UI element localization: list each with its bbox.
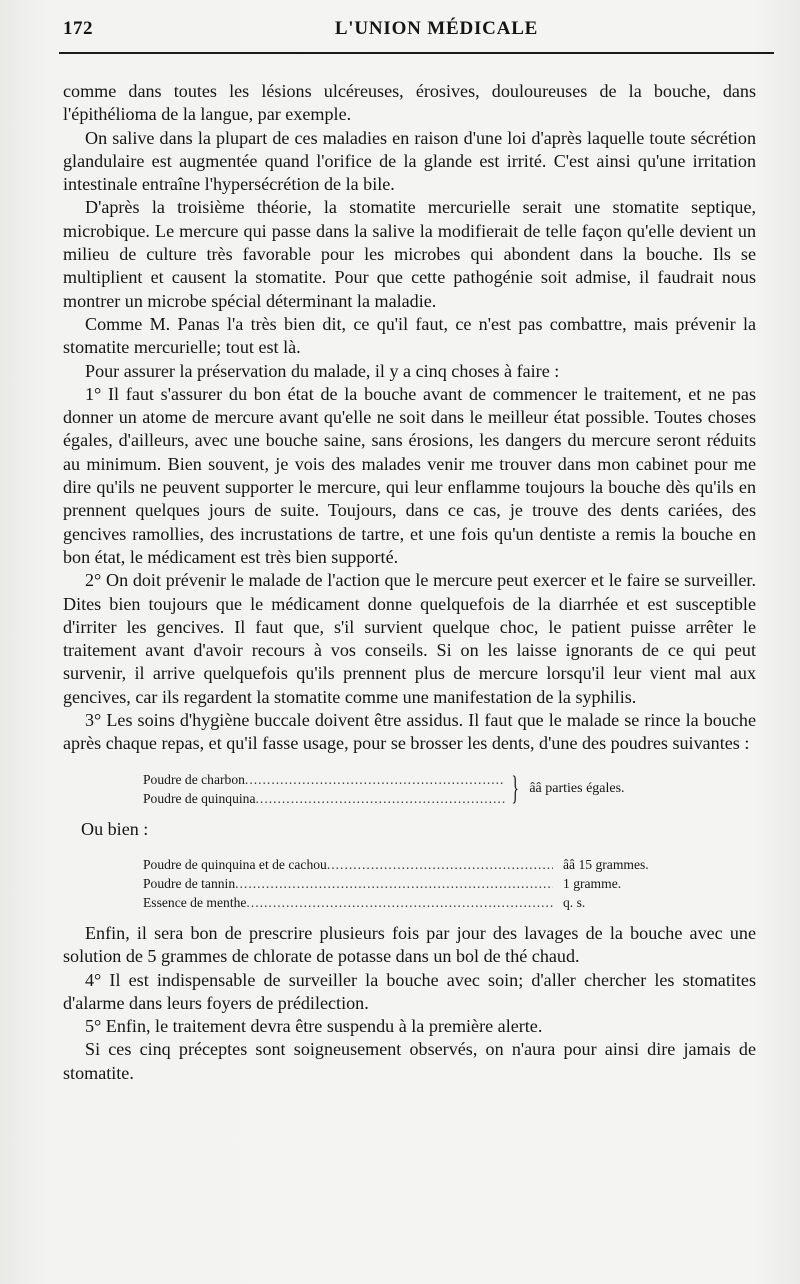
paragraph: 2° On doit prévenir le malade de l'action que le mercure peut exercer et le faire se surveiller. Dites bien toujours que le médicament donne quelquefois de la diarrhée et est susceptible d'irriter les gencives. Il faut que, s'il survient quelque choc, le patient puisse arrêter le traitement avant d'avoir recours à vos conseils. Si on les laisse ignorants de ce qui peut survenir, il arrive quelquefois qu'ils prennent plus de mercure lorsqu'il leur vient mal aux gencives, car ils regardent la stomatite comme une manifestation de la syphilis. (63, 570, 756, 707)
recipe-proportion: ââ parties égales. (529, 781, 625, 797)
article-body (63, 80, 756, 1085)
recipe-powder-2 (143, 855, 683, 912)
recipe-powder-1 (143, 770, 756, 808)
brace-symbol: } (511, 769, 519, 807)
recipe-item: Poudre de quinquina et de cachou ..... ââ 15 grammes. (143, 855, 683, 874)
recipe-item: Poudre de charbon ..... (143, 770, 505, 789)
paragraphs-before (63, 80, 756, 756)
running-head: L'UNION MÉDICALE (334, 18, 539, 39)
recipe-item: Poudre de tannin ..... 1 gramme. (143, 874, 683, 893)
paragraph: Enfin, il sera bon de prescrire plusieurs fois par jour des lavages de la bouche avec une solution de 5 grammes de chlorate de potasse dans un bol de thé chaud. (63, 922, 756, 967)
ou-bien-label: Ou bien : (81, 818, 149, 839)
paragraph: 4° Il est indispensable de surveiller la bouche avec soin; d'aller chercher les stomatites d'alarme dans leurs foyers de prédilection. (63, 969, 756, 1013)
paragraph: Comme M. Panas l'a très bien dit, ce qu'il faut, ce n'est pas combattre, mais prévenir la stomatite mercurielle; tout est là. (63, 313, 756, 358)
recipe-item: Essence de menthe ..... q. s. (143, 893, 683, 912)
page-header (59, 18, 774, 54)
paragraph: 3° Les soins d'hygiène buccale doivent être assidus. Il faut que le malade se rince la bouche après chaque repas, et qu'il fasse usage, pour se brosser les dents, d'une des poudres suivantes : (63, 710, 756, 754)
page-number: 172 (63, 18, 93, 39)
paragraph: Si ces cinq préceptes sont soigneusement observés, on n'aura pour ainsi dire jamais de stomatite. (63, 1039, 756, 1083)
recipe-item: Poudre de quinquina ..... (143, 789, 505, 808)
paragraph: comme dans toutes les lésions ulcéreuses, érosives, douloureuses de la bouche, dans l'épithélioma de la langue, par exemple. (63, 81, 756, 125)
paragraphs-after (63, 922, 756, 1085)
paragraph: D'après la troisième théorie, la stomatite mercurielle serait une stomatite septique, microbique. Le mercure qui passe dans la salive la modifierait de telle façon qu'elle devient un milieu de culture très favorable pour les microbes qui abondent dans la bouche. Ils se multiplient et causent la stomatite. Pour que cette pathogénie soit admise, il faudrait nous montrer un microbe spécial déterminant la maladie. (63, 197, 756, 311)
paragraph: Pour assurer la préservation du malade, il y a cinq choses à faire : (85, 360, 560, 381)
paragraph: On salive dans la plupart de ces maladies en raison d'une loi d'après laquelle toute sécrétion glandulaire est augmentée quand l'orifice de la glande est irrité. C'est ainsi qu'une irritation intestinale entraîne l'hypersécrétion de la bile. (63, 127, 756, 195)
paragraph: 1° Il faut s'assurer du bon état de la bouche avant de commencer le traitement, et ne pas donner un atome de mercure avant qu'elle ne soit dans le meilleur état possible. Toutes choses égales, d'ailleurs, avec une bouche saine, sans érosions, les dangers du mercure seront réduits au minimum. Bien souvent, je vois des malades venir me trouver dans mon cabinet pour me dire qu'ils ne peuvent supporter le mercure, qui leur enflamme toujours la bouche dès qu'ils en prennent quelques jours de suite. Toujours, dans ce cas, je trouve des dents cariées, des gencives ramollies, des incrustations de tartre, et une fois qu'un dentiste a remis la bouche en bon état, le médicament est très bien supporté. (63, 383, 756, 567)
paragraph: 5° Enfin, le traitement devra être suspendu à la première alerte. (85, 1016, 543, 1037)
